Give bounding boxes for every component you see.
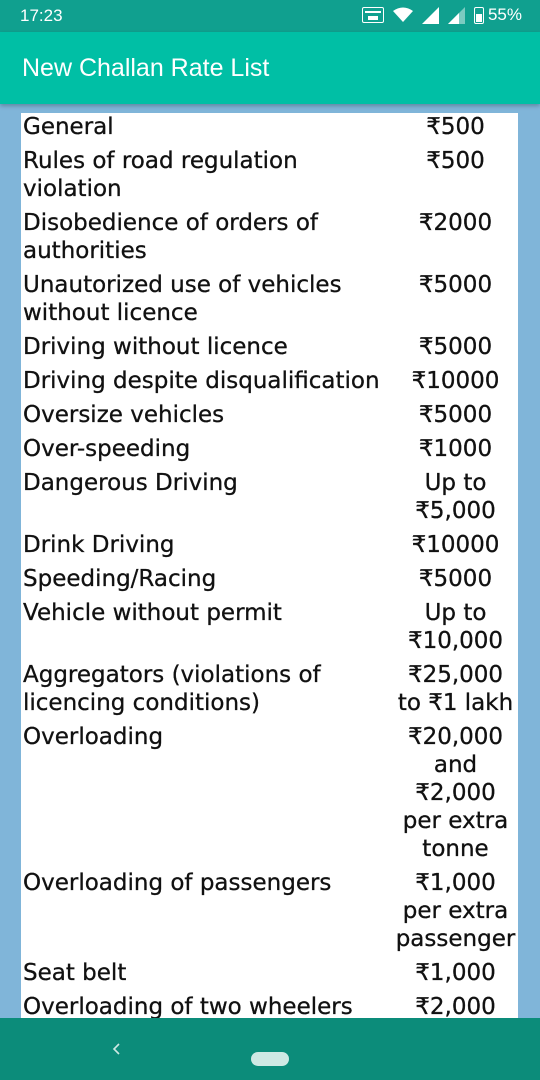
fine-amount: ₹5000	[418, 402, 493, 428]
offence-label: Unautorized use of vehicles without licence	[23, 272, 342, 326]
back-icon[interactable]	[110, 1042, 124, 1056]
signal-icon	[448, 7, 465, 24]
rate-row	[21, 435, 518, 469]
fine-amount: ₹500	[426, 114, 485, 140]
fine-amount: ₹2,000	[415, 994, 496, 1018]
rate-row	[21, 723, 518, 869]
rate-table	[21, 113, 518, 1018]
rate-row	[21, 113, 518, 147]
offence-label: Seat belt	[23, 960, 127, 986]
offence-label: Dangerous Driving	[23, 470, 238, 496]
fine-amount: ₹5000	[418, 334, 493, 360]
offence-label: Drink Driving	[23, 532, 175, 558]
fine-amount: ₹2000	[418, 210, 493, 236]
rate-row	[21, 531, 518, 565]
offence-label: Aggregators (violations of licencing conditions)	[23, 662, 321, 716]
offence-label: Overloading of two wheelers	[23, 994, 353, 1018]
navigation-bar	[0, 1018, 540, 1080]
rate-row	[21, 661, 518, 723]
offence-label: Overloading	[23, 724, 164, 750]
fine-amount: ₹1,000	[415, 960, 496, 986]
fine-amount: ₹5000	[418, 566, 493, 592]
signal-icon	[422, 7, 439, 24]
wifi-icon	[393, 7, 413, 23]
fine-amount: ₹1000	[418, 436, 493, 462]
rate-row	[21, 147, 518, 209]
fine-amount: ₹10000	[411, 368, 500, 394]
status-bar	[0, 0, 540, 32]
fine-amount: Up to ₹5,000	[415, 470, 496, 524]
rate-list-panel[interactable]	[21, 113, 518, 1018]
offence-label: Driving without licence	[23, 334, 288, 360]
offence-label: Over-speeding	[23, 436, 191, 462]
rate-row	[21, 209, 518, 271]
fine-amount: ₹500	[426, 148, 485, 174]
app-bar	[0, 32, 540, 104]
home-button[interactable]	[251, 1052, 289, 1066]
offence-label: Oversize vehicles	[23, 402, 225, 428]
fine-amount: ₹25,000 to ₹1 lakh	[397, 662, 514, 716]
fine-amount: ₹20,000 and ₹2,000 per extra tonne	[402, 724, 509, 862]
rate-row	[21, 993, 518, 1018]
status-icons	[362, 5, 522, 25]
offence-label: Rules of road regulation violation	[23, 148, 298, 202]
offence-label: Overloading of passengers	[23, 870, 332, 896]
fine-amount: ₹1,000 per extra passenger	[395, 870, 516, 952]
offence-label: Vehicle without permit	[23, 600, 282, 626]
rate-row	[21, 401, 518, 435]
rate-row	[21, 565, 518, 599]
battery-level: 55%	[487, 5, 522, 24]
battery-icon	[474, 7, 484, 24]
offence-label: Speeding/Racing	[23, 566, 217, 592]
rate-row	[21, 367, 518, 401]
offence-label: General	[23, 114, 114, 140]
rate-row	[21, 599, 518, 661]
rate-row	[21, 869, 518, 959]
volte-icon	[362, 7, 384, 23]
status-time: 17:23	[20, 6, 63, 25]
rate-row	[21, 271, 518, 333]
rate-row	[21, 333, 518, 367]
page-title: New Challan Rate List	[22, 54, 270, 82]
fine-amount: ₹10000	[411, 532, 500, 558]
fine-amount: ₹5000	[418, 272, 493, 298]
fine-amount: Up to ₹10,000	[407, 600, 504, 654]
rate-row	[21, 469, 518, 531]
offence-label: Driving despite disqualification	[23, 368, 380, 394]
offence-label: Disobedience of orders of authorities	[23, 210, 319, 264]
rate-row	[21, 959, 518, 993]
